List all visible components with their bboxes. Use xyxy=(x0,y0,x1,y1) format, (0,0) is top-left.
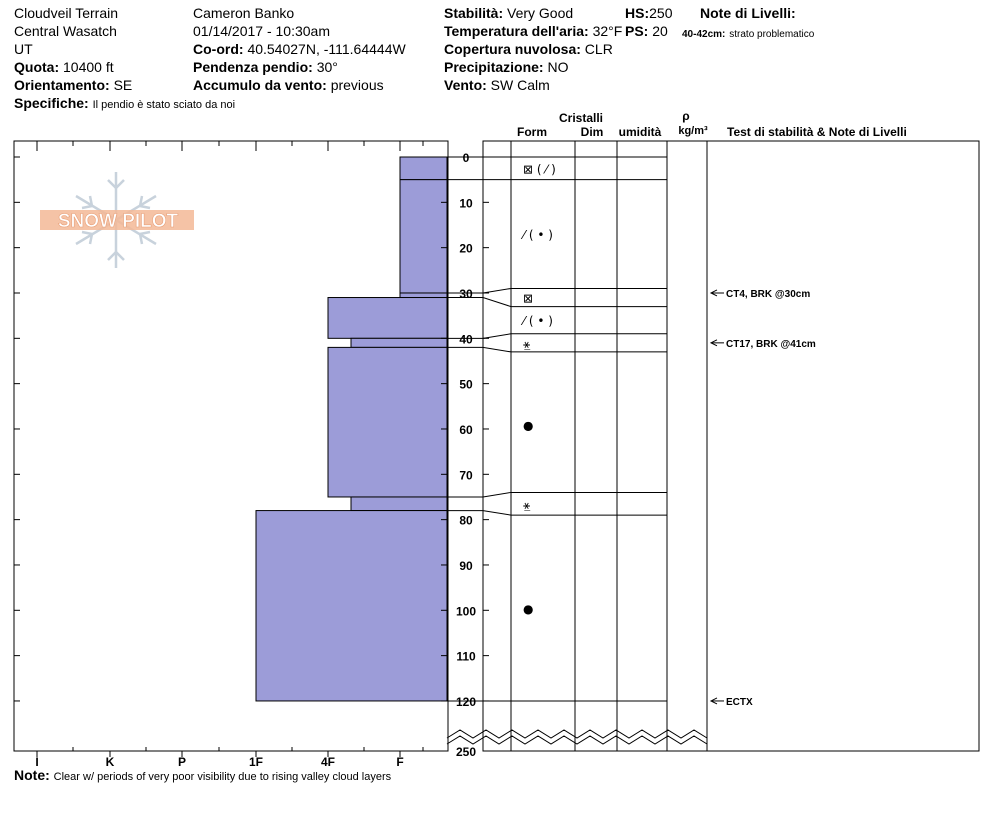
depth-tick-label: 50 xyxy=(459,377,473,392)
coord-label: Co-ord: xyxy=(193,41,244,57)
ps-label: PS: xyxy=(625,23,649,39)
crystal-symbol: ⊠ xyxy=(523,291,534,306)
crystal-symbol: ⚹̲ xyxy=(523,497,531,512)
hardness-bar xyxy=(328,347,447,497)
layer-notes-label: Note di Livelli: xyxy=(700,5,796,21)
range: Central Wasatch xyxy=(14,23,117,39)
hardness-bar xyxy=(400,293,447,298)
hardness-bar xyxy=(351,338,447,347)
ps-value: 20 xyxy=(652,23,668,39)
note-text: Clear w/ periods of very poor visibility due to rising valley cloud layers xyxy=(53,771,392,783)
hardness-bars xyxy=(256,157,447,701)
break-mark-top xyxy=(447,730,707,738)
stability-value: Very Good xyxy=(507,5,574,21)
layer-connector xyxy=(447,492,511,497)
elevation-label: Quota: xyxy=(14,59,60,75)
hs-value: 250 xyxy=(649,5,673,21)
wind-loading-label: Accumulo da vento: xyxy=(193,77,327,93)
state: UT xyxy=(14,41,33,57)
depth-tick-label: 120 xyxy=(455,694,477,709)
layer-connector xyxy=(447,347,511,352)
hardness-tick-label: K xyxy=(105,755,115,769)
crystal-symbol: ● xyxy=(523,418,534,433)
crystal-symbols xyxy=(520,162,556,616)
hardness-bar xyxy=(400,157,447,180)
depth-tick-label: 80 xyxy=(459,513,473,528)
wind-value: SW Calm xyxy=(490,77,550,93)
layer-connector xyxy=(447,334,511,339)
hardness-tick-label: 1F xyxy=(248,755,264,769)
test-label: CT17, BRK @41cm xyxy=(726,338,816,350)
hardness-bar xyxy=(400,180,447,293)
break-mark-bottom xyxy=(447,736,707,744)
aspect-value: SE xyxy=(113,77,133,93)
hardness-tick-label: 4F xyxy=(320,755,336,769)
size-header: Dim xyxy=(580,125,604,139)
layer-table-frame xyxy=(483,141,979,751)
stability-tests xyxy=(711,289,816,708)
crystal-symbol: ⊠ ( ⁄ ) xyxy=(523,162,556,177)
tests-header: Test di stabilità & Note di Livelli xyxy=(727,125,907,139)
layer-connector xyxy=(447,288,511,293)
air-temp-label: Temperatura dell'aria: xyxy=(444,23,589,39)
note-label: Note: xyxy=(14,767,50,783)
layer-note-text: strato problematico xyxy=(729,29,815,40)
crystals-header: Cristalli xyxy=(558,111,604,125)
precip-label: Precipitazione: xyxy=(444,59,544,75)
hs-label: HS: xyxy=(625,5,650,21)
sky-value: CLR xyxy=(584,41,613,57)
hardness-bar xyxy=(328,298,447,339)
slope-value: 30° xyxy=(316,59,338,75)
specifics-value: Il pendio è stato sciato da noi xyxy=(92,99,236,111)
depth-tick-label: 60 xyxy=(459,422,473,437)
crystal-symbol: ⁄ ( • ) xyxy=(523,314,553,329)
precip-value: NO xyxy=(547,59,569,75)
crystal-symbol: ● xyxy=(523,602,534,617)
crystal-symbol: ⚹̲ xyxy=(523,336,531,351)
layer-note-range: 40-42cm: xyxy=(682,29,726,40)
depth-tick-label: 110 xyxy=(456,649,476,664)
air-temp-value: 32°F xyxy=(592,23,623,39)
specifics-label: Specifiche: xyxy=(14,95,89,111)
location: Cloudveil Terrain xyxy=(14,5,119,21)
depth-tick-label: 250 xyxy=(455,745,477,759)
depth-tick-label: 20 xyxy=(459,241,473,256)
rho-header: ρ xyxy=(682,109,690,123)
depth-tick-label: 0 xyxy=(462,151,470,165)
depth-tick-label: 100 xyxy=(455,604,477,619)
hardness-tick-label: P xyxy=(177,755,187,769)
footer-note xyxy=(14,766,391,786)
sky-label: Copertura nuvolosa: xyxy=(444,41,581,57)
elevation-value: 10400 ft xyxy=(63,59,114,75)
crystal-symbol: ⁄ ( • ) xyxy=(523,228,553,243)
slope-label: Pendenza pendio: xyxy=(193,59,313,75)
hardness-bar xyxy=(256,511,447,701)
coord-value: 40.54027N, -111.64444W xyxy=(247,41,406,57)
form-header: Form xyxy=(517,125,547,139)
density-unit-header: kg/m³ xyxy=(678,125,708,137)
wind-label: Vento: xyxy=(444,77,487,93)
depth-tick-label: 40 xyxy=(459,332,473,347)
layer-boundaries xyxy=(447,157,667,701)
layer-connector xyxy=(447,298,511,307)
test-label: CT4, BRK @30cm xyxy=(726,288,811,300)
hardness-tick-label: F xyxy=(396,755,404,769)
aspect-label: Orientamento: xyxy=(14,77,110,93)
hardness-tick-label: I xyxy=(35,755,39,769)
moisture-header: umidità xyxy=(618,125,662,139)
datetime: 01/14/2017 - 10:30am xyxy=(193,23,330,39)
depth-tick-label: 90 xyxy=(459,558,473,573)
logo-text: SNOW PILOT xyxy=(57,211,179,232)
depth-tick-label: 30 xyxy=(459,286,473,301)
depth-tick-label: 10 xyxy=(459,196,473,211)
observer: Cameron Banko xyxy=(193,5,295,21)
test-label: ECTX xyxy=(726,696,753,708)
layer-connector xyxy=(447,511,511,516)
stability-label: Stabilità: xyxy=(444,5,504,21)
hardness-bar xyxy=(351,497,447,511)
wind-loading-value: previous xyxy=(330,77,384,93)
depth-tick-label: 70 xyxy=(459,468,473,483)
